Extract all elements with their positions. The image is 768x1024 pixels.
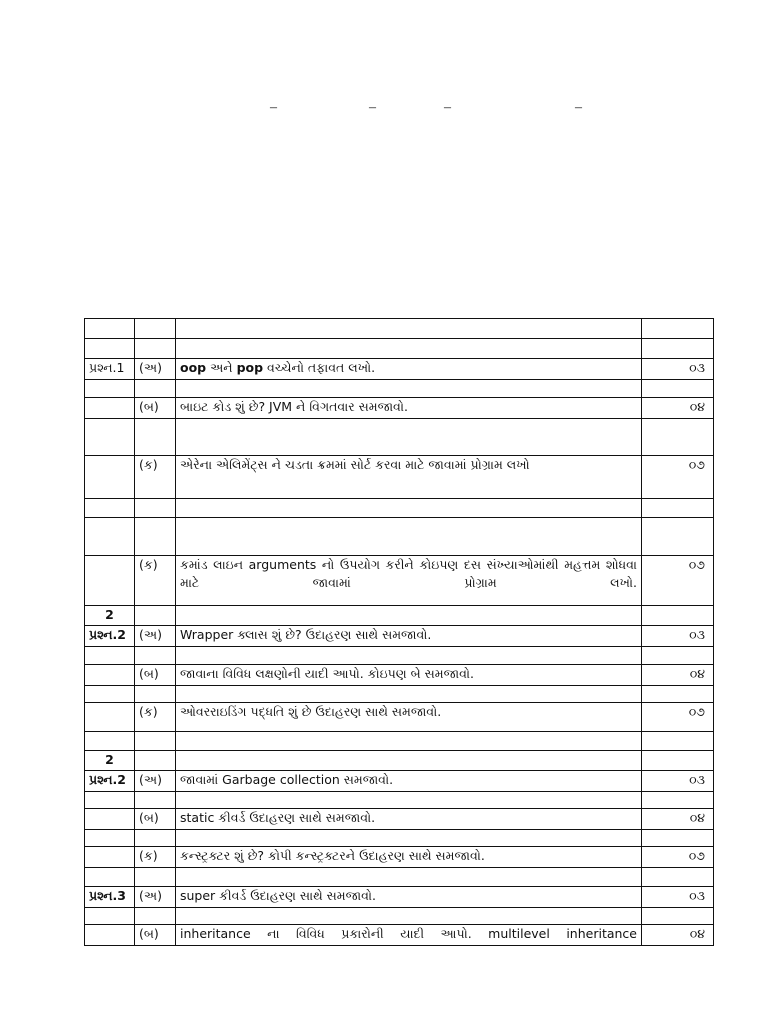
- sub-question-label: [135, 499, 176, 518]
- table-row: [85, 887, 714, 908]
- question-text: બાઇટ કોડ શું છે? JVM ને વિગતવાર સમજાવો.: [176, 398, 642, 419]
- question-number: [85, 398, 135, 419]
- question-number: [85, 556, 135, 606]
- question-text: ઓવરરાઇડિંગ પદ્ધતિ શું છે ઉદાહરણ સાથે સમજાવો.: [176, 703, 642, 732]
- marks: ૦૩: [642, 771, 714, 792]
- table-row: [85, 518, 714, 556]
- header-dash: –: [369, 100, 376, 115]
- marks: ૦૪: [642, 665, 714, 686]
- header-dash: –: [575, 100, 582, 115]
- question-text: Wrapper ક્લાસ શું છે? ઉદાહરણ સાથે સમજાવો.: [176, 626, 642, 647]
- sub-question-label: [135, 686, 176, 703]
- sub-question-label: [135, 751, 176, 771]
- question-number: [85, 518, 135, 556]
- sub-question-label: [135, 732, 176, 751]
- question-text: [176, 647, 642, 665]
- question-text: [176, 319, 642, 339]
- table-row: [85, 703, 714, 732]
- table-row: [85, 456, 714, 499]
- table-row: [85, 359, 714, 380]
- question-text: [176, 686, 642, 703]
- question-text: static કીવર્ડ ઉદાહરણ સાથે સમજાવો.: [176, 809, 642, 830]
- question-text: કન્સ્ટ્રક્ટર શું છે? કોપી કન્સ્ટ્રક્ટરને ઉદાહરણ સાથે સમજાવો.: [176, 847, 642, 868]
- question-number: [85, 686, 135, 703]
- question-table-body: [85, 319, 714, 946]
- marks: [642, 606, 714, 626]
- question-number: [85, 868, 135, 887]
- table-row: [85, 809, 714, 830]
- table-row: [85, 771, 714, 792]
- question-number: 2: [85, 606, 135, 626]
- marks: ૦૩: [642, 359, 714, 380]
- sub-question-label: (અ): [135, 626, 176, 647]
- sub-question-label: [135, 647, 176, 665]
- table-row: [85, 339, 714, 359]
- marks: [642, 751, 714, 771]
- question-text: જાવામાં Garbage collection સમજાવો.: [176, 771, 642, 792]
- question-text: કમાંડ લાઇન arguments નો ઉપયોગ કરીને કોઇપણ દસ સંખ્યાઓમાંથી મહત્તમ શોધવા માટે જાવામાં પ્રોગ્રામ લખો.: [176, 556, 642, 606]
- marks: [642, 647, 714, 665]
- marks: [642, 419, 714, 456]
- sub-question-label: (બ): [135, 809, 176, 830]
- sub-question-label: (ક): [135, 556, 176, 606]
- question-text: [176, 868, 642, 887]
- marks: ૦૭: [642, 456, 714, 499]
- question-text: [176, 380, 642, 398]
- marks: [642, 792, 714, 809]
- question-text: એરેના એલિમેંટ્સ ને ચડતા ક્રમમાં સોર્ટ કરવા માટે જાવામાં પ્રોગ્રામ લખો: [176, 456, 642, 499]
- question-number: [85, 925, 135, 946]
- sub-question-label: [135, 339, 176, 359]
- question-number: [85, 847, 135, 868]
- question-text: [176, 606, 642, 626]
- table-row: [85, 908, 714, 925]
- table-row: [85, 419, 714, 456]
- sub-question-label: (અ): [135, 771, 176, 792]
- sub-question-label: [135, 830, 176, 847]
- sub-question-label: [135, 419, 176, 456]
- marks: ૦૭: [642, 847, 714, 868]
- question-number: પ્રશ્ન.2: [85, 771, 135, 792]
- header-dash: –: [444, 100, 451, 115]
- question-number: [85, 647, 135, 665]
- sub-question-label: (ક): [135, 847, 176, 868]
- table-row: [85, 751, 714, 771]
- question-text: [176, 908, 642, 925]
- sub-question-label: [135, 606, 176, 626]
- question-number: [85, 665, 135, 686]
- marks: ૦૪: [642, 398, 714, 419]
- marks: [642, 518, 714, 556]
- question-text: oop અને pop વચ્ચેનો તફાવત લખો.: [176, 359, 642, 380]
- header-dash: –: [270, 100, 277, 115]
- marks: [642, 380, 714, 398]
- question-number: [85, 419, 135, 456]
- sub-question-label: [135, 380, 176, 398]
- table-row: [85, 925, 714, 946]
- question-number: [85, 339, 135, 359]
- table-row: [85, 647, 714, 665]
- question-text: [176, 792, 642, 809]
- marks: [642, 319, 714, 339]
- table-row: [85, 556, 714, 606]
- sub-question-label: (બ): [135, 925, 176, 946]
- table-row: [85, 398, 714, 419]
- header-dashes: [0, 100, 768, 120]
- question-number: 2: [85, 751, 135, 771]
- marks: ૦૩: [642, 626, 714, 647]
- question-number: [85, 830, 135, 847]
- table-row: [85, 792, 714, 809]
- question-number: પ્રશ્ન.2: [85, 626, 135, 647]
- marks: ૦૭: [642, 703, 714, 732]
- question-text: [176, 419, 642, 456]
- question-text: [176, 830, 642, 847]
- sub-question-label: [135, 319, 176, 339]
- sub-question-label: (ક): [135, 703, 176, 732]
- question-number: [85, 809, 135, 830]
- marks: [642, 499, 714, 518]
- table-row: [85, 665, 714, 686]
- sub-question-label: (ક): [135, 456, 176, 499]
- question-text: જાવાના વિવિધ લક્ષણોની યાદી આપો. કોઇપણ બે સમજાવો.: [176, 665, 642, 686]
- sub-question-label: (બ): [135, 398, 176, 419]
- table-row: [85, 499, 714, 518]
- question-number: [85, 732, 135, 751]
- question-text: inheritance ના વિવિધ પ્રકારોની યાદી આપો. multilevel inheritance: [176, 925, 642, 946]
- question-number: [85, 319, 135, 339]
- marks: ૦૩: [642, 887, 714, 908]
- question-number: [85, 456, 135, 499]
- table-row: [85, 868, 714, 887]
- question-number: [85, 703, 135, 732]
- sub-question-label: (બ): [135, 665, 176, 686]
- table-row: [85, 626, 714, 647]
- question-table: [84, 318, 714, 946]
- question-number: [85, 792, 135, 809]
- marks: [642, 339, 714, 359]
- table-row: [85, 606, 714, 626]
- table-row: [85, 732, 714, 751]
- question-number: પ્રશ્ન.3: [85, 887, 135, 908]
- marks: [642, 830, 714, 847]
- table-row: [85, 380, 714, 398]
- question-number: પ્રશ્ન.1: [85, 359, 135, 380]
- table-row: [85, 319, 714, 339]
- question-text: [176, 732, 642, 751]
- marks: [642, 686, 714, 703]
- question-number: [85, 908, 135, 925]
- question-text: super કીવર્ડ ઉદાહરણ સાથે સમજાવો.: [176, 887, 642, 908]
- question-text: [176, 518, 642, 556]
- marks: ૦૪: [642, 809, 714, 830]
- marks: [642, 868, 714, 887]
- sub-question-label: [135, 518, 176, 556]
- question-text: [176, 499, 642, 518]
- sub-question-label: (અ): [135, 359, 176, 380]
- question-text: [176, 339, 642, 359]
- question-text: [176, 751, 642, 771]
- table-row: [85, 686, 714, 703]
- sub-question-label: [135, 868, 176, 887]
- sub-question-label: (અ): [135, 887, 176, 908]
- sub-question-label: [135, 792, 176, 809]
- marks: [642, 732, 714, 751]
- question-number: [85, 499, 135, 518]
- table-row: [85, 830, 714, 847]
- marks: [642, 908, 714, 925]
- marks: ૦૭: [642, 556, 714, 606]
- table-row: [85, 847, 714, 868]
- marks: ૦૪: [642, 925, 714, 946]
- sub-question-label: [135, 908, 176, 925]
- question-number: [85, 380, 135, 398]
